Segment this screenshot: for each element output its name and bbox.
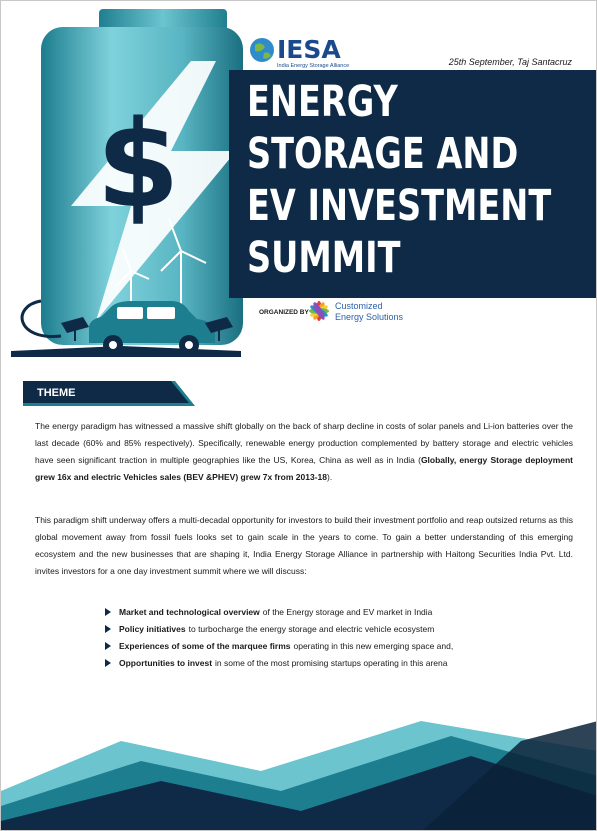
title-line-4: SUMMIT	[247, 233, 401, 283]
event-date: 25th September, Taj Santacruz	[448, 57, 572, 67]
bullet-text: of the Energy storage and EV market in India	[262, 606, 433, 617]
bullet-text: operating in this new emerging space and,	[293, 640, 454, 651]
bullet-arrow-icon	[105, 608, 111, 616]
bullet-arrow-icon	[105, 642, 111, 650]
bullet-arrow-icon	[105, 659, 111, 667]
title-block	[229, 70, 597, 298]
dollar-icon	[96, 96, 180, 235]
bullet-bold: Opportunities to invest	[119, 657, 213, 668]
theme-paragraph-2: This paradigm shift underway offers a multi-decadal opportunity for investors to build their investment portfolio and reap outsized returns as this global movement away from fossil fuels looks set to gain scale in the years to come. To gain a better understanding of this emerging ecosystem and the new businesses that are shaping it, India Energy Storage Alliance in partnership with Haitong Securities India Pvt. Ltd. invites investors for a one day investment summit where we will discuss:	[35, 515, 573, 576]
theme-heading: THEME	[37, 387, 76, 399]
svg-text:$: $	[96, 96, 180, 235]
logo-subtitle: India Energy Storage Alliance	[277, 63, 350, 69]
paragraph-1-end: ).	[326, 472, 333, 482]
bullet-bold: Policy initiatives	[119, 623, 186, 634]
organizer-name-line-1: Customized	[335, 301, 383, 311]
organized-by-label: ORGANIZED BY	[259, 309, 309, 316]
title-line-1: ENERGY	[247, 77, 398, 127]
bullet-text: to turbocharge the energy storage and electric vehicle ecosystem	[188, 623, 435, 634]
discussion-list	[105, 603, 565, 671]
logo-wordmark: IESA	[277, 35, 341, 64]
flower-icon	[307, 299, 331, 323]
bullet-text: in some of the most promising startups operating in this arena	[215, 657, 448, 668]
title-line-2: STORAGE AND	[247, 129, 519, 179]
list-item	[105, 603, 565, 620]
list-item	[105, 654, 565, 671]
bullet-bold: Market and technological overview	[119, 606, 260, 617]
bullet-bold: Experiences of some of the marquee firms	[119, 640, 291, 651]
organizer-name-line-2: Energy Solutions	[335, 312, 404, 322]
theme-paragraph-1	[35, 418, 573, 486]
paragraph-1-text: The energy paradigm has witnessed a massive shift globally on the back of sharp decline in costs of solar panels and Li-ion batteries over the last decade (60% and 85% respectively). Specifically, renewable energy production complemented by battery storage and electric vehicles have seen significant traction in multiple geographies like the US, Korea, China as well as in India (	[35, 421, 573, 465]
list-item	[105, 620, 565, 637]
title-line-3: EV INVESTMENT	[247, 181, 552, 231]
list-item	[105, 637, 565, 654]
bullet-arrow-icon	[105, 625, 111, 633]
footer-decoration	[1, 681, 597, 831]
globe-icon	[249, 37, 275, 63]
iesa-logo	[249, 37, 359, 73]
paragraph-1-highlight: Globally, energy Storage deployment grew 16x and electric Vehicles sales (BEV &PHEV) grew 7x from 2013-18	[35, 455, 573, 482]
ces-logo	[307, 299, 437, 329]
